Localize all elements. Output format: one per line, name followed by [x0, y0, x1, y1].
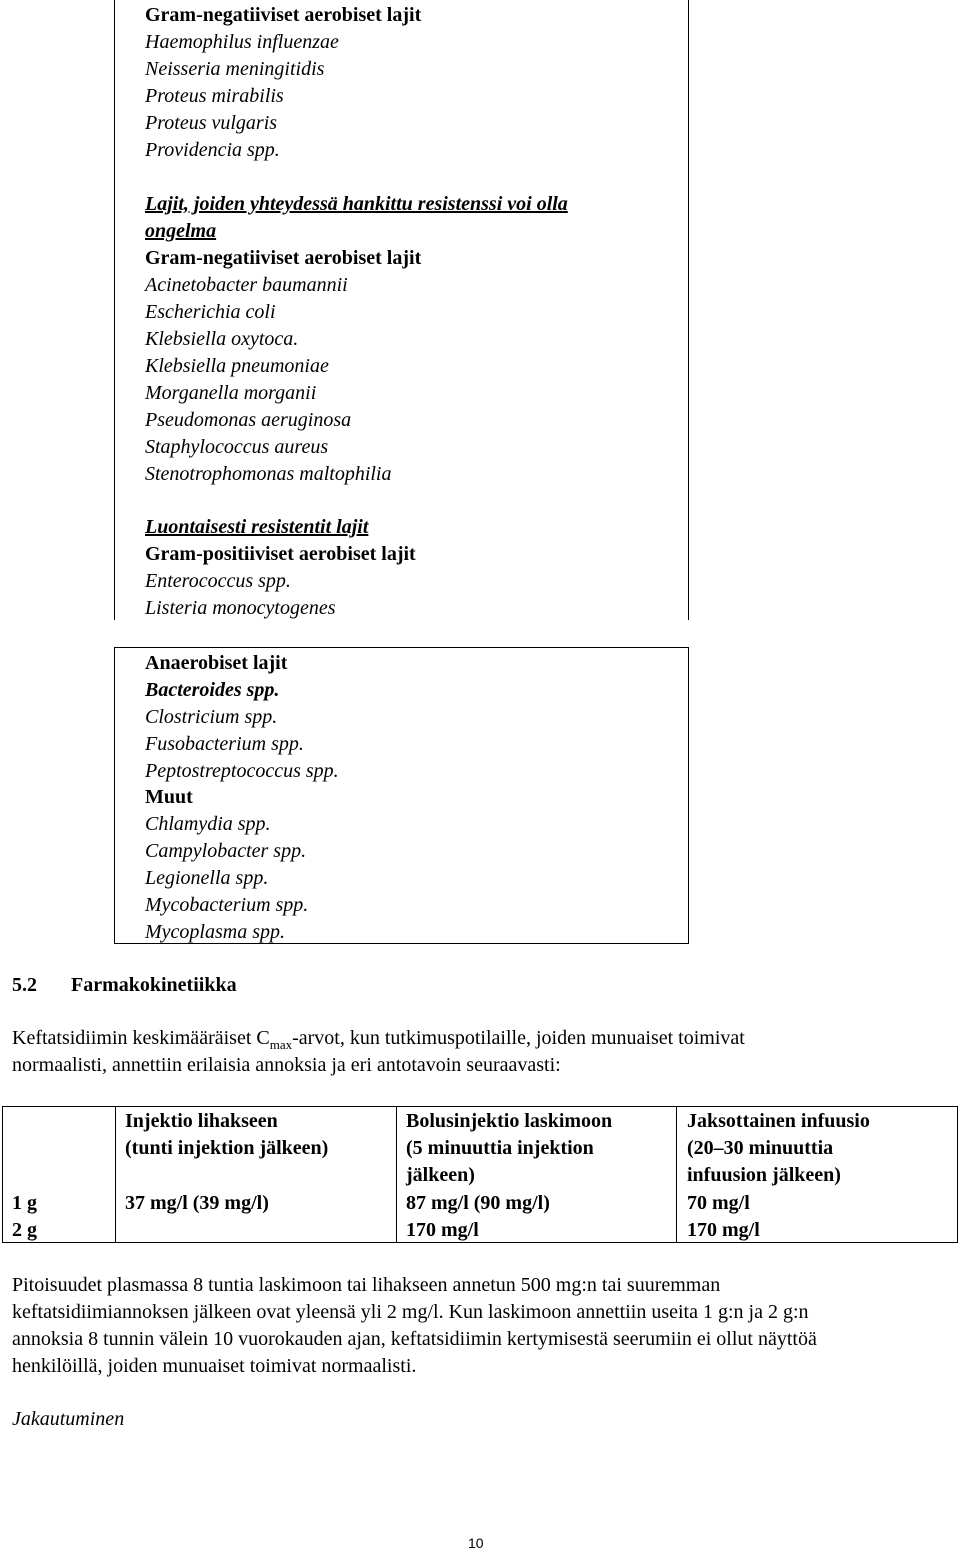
species-item: Acinetobacter baumannii	[145, 274, 348, 296]
upper-box-right-border	[688, 0, 689, 620]
table-value-cell: 170 mg/l	[687, 1219, 760, 1241]
section-heading: Lajit, joiden yhteydessä hankittu resistenssi voi olla	[145, 193, 568, 215]
intro-line-2: normaalisti, annettiin erilaisia annoksia ja eri antotavoin seuraavasti:	[12, 1054, 561, 1076]
subheading: Jakautuminen	[12, 1408, 125, 1430]
species-item: Stenotrophomonas maltophilia	[145, 463, 392, 485]
table-border-top	[2, 1106, 958, 1107]
species-item: Fusobacterium spp.	[145, 733, 304, 755]
species-item: Campylobacter spp.	[145, 840, 307, 862]
table-value-cell: 37 mg/l (39 mg/l)	[125, 1192, 269, 1214]
species-item: Haemophilus influenzae	[145, 31, 339, 53]
species-item: Legionella spp.	[145, 867, 269, 889]
dose-cell: 2 g	[12, 1219, 37, 1241]
cmax-subscript: max	[269, 1037, 293, 1052]
table-header-cell: Injektio lihakseen	[125, 1110, 278, 1132]
table-header-cell: jälkeen)	[406, 1164, 475, 1186]
species-item: Mycoplasma spp.	[145, 921, 285, 943]
table-col-divider	[115, 1106, 116, 1243]
paragraph-line: keftatsidiimiannoksen jälkeen ovat yleensä yli 2 mg/l. Kun laskimoon annettiin useita 1 g:n ja 2 g:n	[12, 1301, 809, 1323]
section-heading: ongelma	[145, 220, 217, 242]
species-item: Proteus vulgaris	[145, 112, 278, 134]
dose-cell: 1 g	[12, 1192, 37, 1214]
table-header-cell: infuusion jälkeen)	[687, 1164, 841, 1186]
table-header-cell: (5 minuuttia injektion	[406, 1137, 594, 1159]
species-item: Klebsiella pneumoniae	[145, 355, 329, 377]
paragraph-line: annoksia 8 tunnin välein 10 vuorokauden ajan, keftatsidiimin kertymisestä seerumiin ei ollut näyttöä	[12, 1328, 817, 1350]
species-item: Mycobacterium spp.	[145, 894, 309, 916]
species-item: Klebsiella oxytoca.	[145, 328, 299, 350]
species-item: Morganella morganii	[145, 382, 317, 404]
species-item: Proteus mirabilis	[145, 85, 284, 107]
species-item: Bacteroides spp.	[145, 679, 280, 701]
species-item: Peptostreptococcus spp.	[145, 760, 339, 782]
paragraph-line: Pitoisuudet plasmassa 8 tuntia laskimoon tai lihakseen annetun 500 mg:n tai suuremman	[12, 1274, 721, 1296]
species-item: Staphylococcus aureus	[145, 436, 329, 458]
intro-text: -arvot, kun tutkimuspotilaille, joiden munuaiset toimivat	[292, 1027, 745, 1049]
species-item: Pseudomonas aeruginosa	[145, 409, 352, 431]
group-heading: Anaerobiset lajit	[145, 652, 288, 674]
species-item: Chlamydia spp.	[145, 813, 271, 835]
section-number: 5.2	[12, 974, 37, 996]
group-heading: Gram-negatiiviset aerobiset lajit	[145, 247, 422, 269]
table-border-right	[957, 1106, 958, 1243]
table-header-cell: (tunti injektion jälkeen)	[125, 1137, 329, 1159]
species-item: Neisseria meningitidis	[145, 58, 325, 80]
group-heading: Muut	[145, 786, 193, 808]
species-item: Providencia spp.	[145, 139, 280, 161]
table-header-cell: Jaksottainen infuusio	[687, 1110, 870, 1132]
table-col-divider	[396, 1106, 397, 1243]
table-value-cell: 70 mg/l	[687, 1192, 750, 1214]
table-header-cell: (20–30 minuuttia	[687, 1137, 834, 1159]
table-border-bottom	[2, 1242, 958, 1243]
species-item: Clostricium spp.	[145, 706, 278, 728]
paragraph-line: henkilöillä, joiden munuaiset toimivat normaalisti.	[12, 1355, 417, 1377]
group-heading: Gram-positiiviset aerobiset lajit	[145, 543, 416, 565]
table-value-cell: 170 mg/l	[406, 1219, 479, 1241]
page-number: 10	[468, 1535, 484, 1551]
upper-box-left-border	[114, 0, 115, 620]
species-item: Enterococcus spp.	[145, 570, 291, 592]
species-item: Listeria monocytogenes	[145, 597, 336, 619]
section-heading: Luontaisesti resistentit lajit	[145, 516, 369, 538]
section-title: Farmakokinetiikka	[71, 974, 237, 996]
group-heading: Gram-negatiiviset aerobiset lajit	[145, 4, 422, 26]
intro-text: Keftatsidiimin keskimääräiset C	[12, 1027, 270, 1049]
table-border-left	[2, 1106, 3, 1243]
species-item: Escherichia coli	[145, 301, 276, 323]
table-header-cell: Bolusinjektio laskimoon	[406, 1110, 613, 1132]
table-col-divider	[676, 1106, 677, 1243]
table-value-cell: 87 mg/l (90 mg/l)	[406, 1192, 550, 1214]
